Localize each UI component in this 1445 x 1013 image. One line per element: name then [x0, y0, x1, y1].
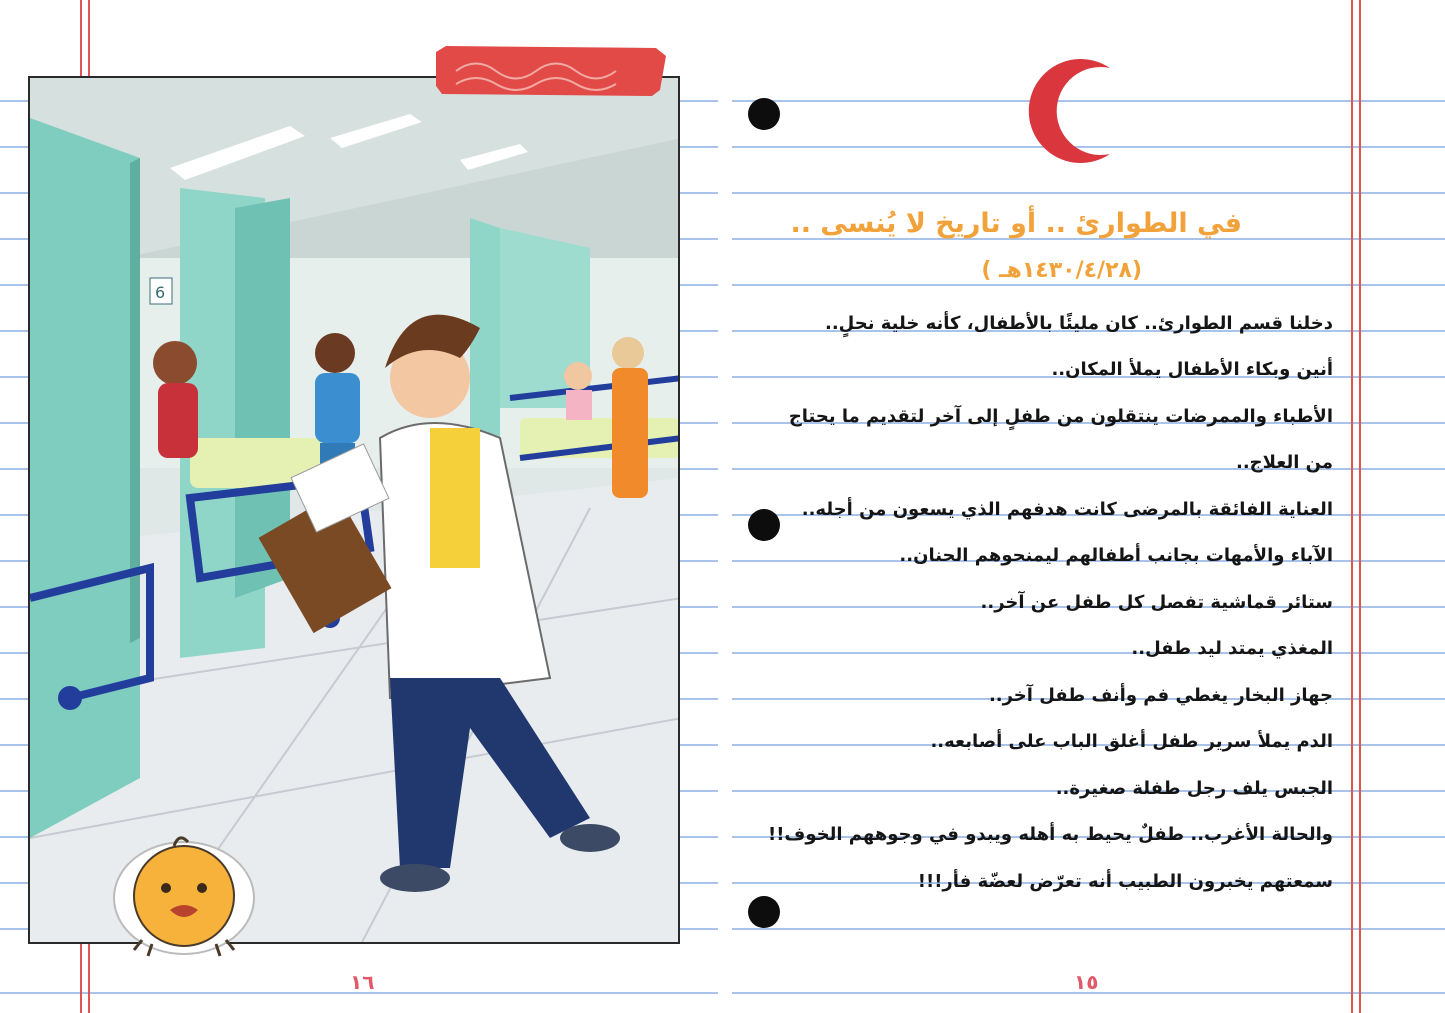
text-line: من العلاج.. [1235, 452, 1333, 473]
text-line: أنين وبكاء الأطفال يملأ المكان.. [1051, 359, 1333, 380]
story-date: (١٤٣٠/٤/٢٨هـ ) [981, 258, 1142, 283]
text-line: الآباء والأمهات بجانب أطفالهم ليمنحوهم الحنان.. [899, 545, 1333, 566]
text-line: والحالة الأغرب.. طفلٌ يحيط به أهله ويبدو في وجوههم الخوف!! [768, 824, 1333, 845]
page-gutter [718, 0, 732, 1013]
hospital-illustration [28, 76, 680, 944]
text-line: المغذي يمتد ليد طفل.. [1131, 638, 1333, 659]
washi-tape [436, 46, 666, 96]
page-number-right: ١٥ [1074, 970, 1099, 994]
chick-sticker [112, 830, 262, 960]
hole-punch [748, 896, 780, 928]
hole-punch [748, 509, 780, 541]
text-line: الجبس يلف رجل طفلة صغيرة.. [1055, 778, 1333, 799]
text-line: ستائر قماشية تفصل كل طفل عن آخر.. [980, 592, 1333, 613]
story-title: في الطوارئ .. أو تاريخ لا يُنسى .. [790, 208, 1242, 239]
right-margin-line [1359, 0, 1361, 1013]
svg-text:6: 6 [155, 283, 166, 302]
page-number-left: ١٦ [350, 970, 375, 994]
right-margin-line [1351, 0, 1353, 1013]
text-line: العناية الفائقة بالمرضى كانت هدفهم الذي يسعون من أجله.. [801, 499, 1333, 520]
text-line: دخلنا قسم الطوارئ.. كان مليئًا بالأطفال، كأنه خلية نحلٍ.. [824, 313, 1333, 334]
text-line: سمعتهم يخبرون الطبيب أنه تعرّض لعضّة فأر!!! [917, 871, 1333, 892]
text-line: الأطباء والممرضات ينتقلون من طفلٍ إلى آخر لتقديم ما يحتاج [788, 406, 1333, 427]
red-crescent-icon [1012, 56, 1122, 166]
text-line: جهاز البخار يغطي فم وأنف طفل آخر.. [988, 685, 1333, 706]
text-line: الدم يملأ سرير طفل أغلق الباب على أصابعه.. [930, 731, 1333, 752]
hole-punch [748, 98, 780, 130]
